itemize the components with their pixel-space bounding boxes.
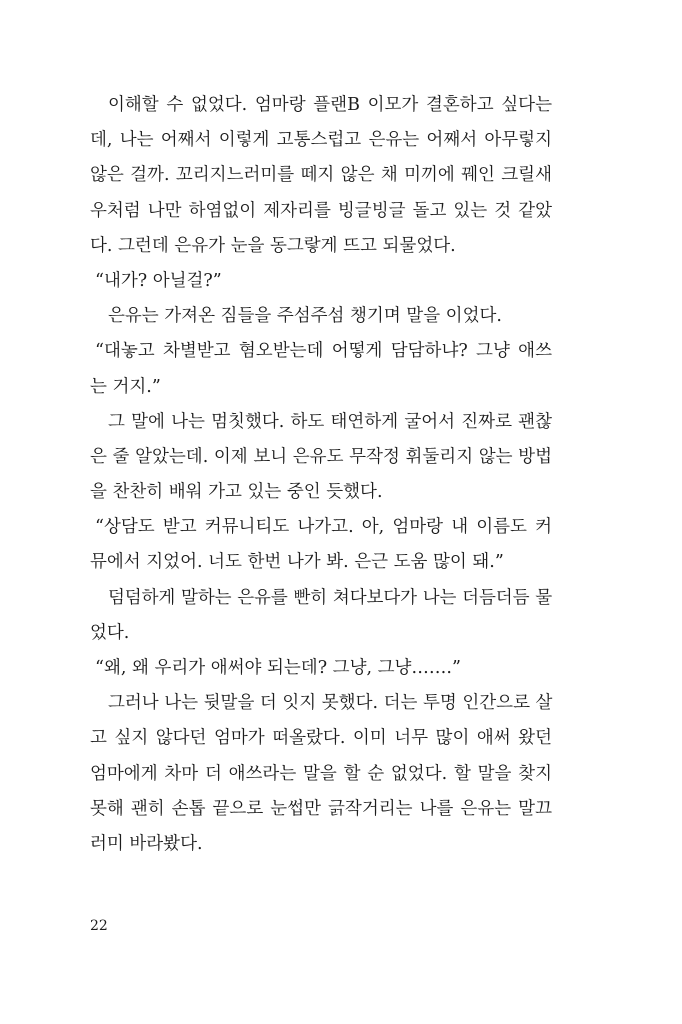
dialogue-line: 는 거지.”	[90, 376, 161, 397]
body-text	[90, 88, 552, 862]
text-line: 이해할 수 없었다. 엄마랑 플랜B 이모가 결혼하고 싶다는	[108, 95, 552, 115]
text-line: 고 싶지 않다던 엄마가 떠올랐다. 이미 너무 많이 애써 왔던	[90, 728, 552, 749]
text-line: 은유는 가져온 짐들을 주섬주섬 챙기며 말을 이었다.	[108, 306, 502, 327]
dialogue-line: 뮤에서 지었어. 너도 한번 나가 봐. 은근 도움 많이 돼.”	[90, 552, 504, 573]
text-line: 다. 그런데 은유가 눈을 동그랗게 뜨고 되물었다.	[90, 235, 456, 256]
dialogue-line: “상담도 받고 커뮤니티도 나가고. 아, 엄마랑 내 이름도 커	[95, 517, 552, 538]
dialogue-line: “대놓고 차별받고 혐오받는데 어떻게 담담하냐? 그냥 애쓰	[95, 341, 552, 362]
text-line: 그 말에 나는 멈칫했다. 하도 태연하게 굴어서 진짜로 괜찮	[108, 411, 552, 432]
text-line: 못해 괜히 손톱 끝으로 눈썹만 긁작거리는 나를 은유는 말끄	[90, 798, 552, 819]
text-line: 우처럼 나만 하염없이 제자리를 빙글빙글 돌고 있는 것 같았	[90, 200, 552, 221]
dialogue-line: “왜, 왜 우리가 애써야 되는데? 그냥, 그냥…….”	[95, 658, 461, 678]
text-line: 러미 바라봤다.	[90, 833, 203, 854]
dialogue-line: “내가? 아닐걸?”	[95, 270, 222, 291]
text-line: 은 줄 알았는데. 이제 보니 은유도 무작정 휘둘리지 않는 방법	[90, 446, 552, 467]
text-line: 을 찬찬히 배워 가고 있는 중인 듯했다.	[90, 482, 383, 503]
text-line: 엄마에게 차마 더 애쓰라는 말을 할 순 없었다. 할 말을 찾지	[90, 763, 552, 784]
page-number: 22	[90, 918, 108, 934]
text-line: 그러나 나는 뒷말을 더 잇지 못했다. 더는 투명 인간으로 살	[108, 693, 553, 714]
text-line: 데, 나는 어째서 이렇게 고통스럽고 은유는 어째서 아무렇지	[90, 130, 552, 151]
text-line: 않은 걸까. 꼬리지느러미를 떼지 않은 채 미끼에 꿰인 크릴새	[90, 165, 552, 186]
text-line: 었다.	[90, 622, 130, 643]
text-line: 덤덤하게 말하는 은유를 빤히 쳐다보다가 나는 더듬더듬 물	[108, 587, 552, 608]
